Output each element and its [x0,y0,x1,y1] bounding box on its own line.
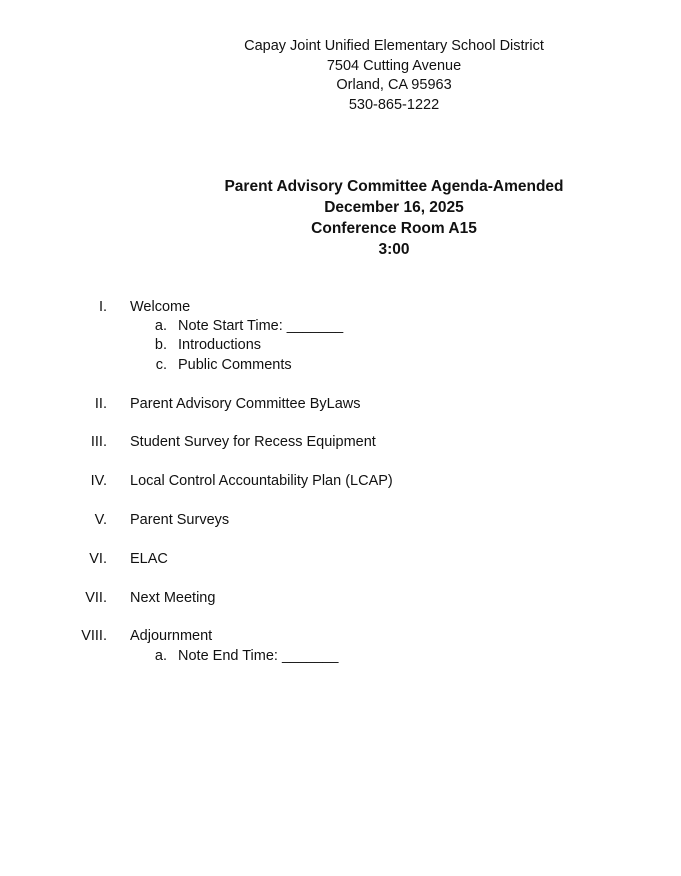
agenda-item-label: Next Meeting [130,590,216,606]
agenda-item-label: ELAC [130,551,168,567]
district-city: Orland, CA 95963 [336,77,452,93]
agenda-subitem-label: Note End Time: _______ [178,648,339,664]
agenda-item-lcap [0,471,681,491]
agenda-item-numeral: II. [94,396,107,412]
agenda-item-label: Parent Surveys [130,512,230,528]
agenda-subitem-letter: c. [155,357,167,373]
district-phone: 530-865-1222 [348,96,440,113]
agenda-item-label: Local Control Accountability Plan (LCAP) [130,473,393,489]
agenda-title: Parent Advisory Committee Agenda-Amended [224,178,564,195]
agenda-item-adjournment [0,626,681,646]
agenda-subitem-label: Note Start Time: _______ [178,318,344,334]
agenda-item-label: Adjournment [130,628,213,644]
agenda-item-bylaws [0,394,681,414]
agenda-subitem-label: Introductions [178,337,262,353]
agenda-item-numeral: IV. [90,473,107,489]
agenda-subitem-label: Public Comments [178,357,292,373]
agenda-item-numeral: VII. [85,590,107,606]
agenda-item-parent-surveys [0,510,681,530]
agenda-subitem-end-time [0,646,681,666]
agenda-subitem-letter: a. [154,318,167,334]
agenda-item-numeral: VI. [89,551,107,567]
agenda-item-label: Welcome [130,299,191,315]
agenda-subitem-start-time [0,316,681,336]
district-name: Capay Joint Unified Elementary School District [244,38,544,54]
agenda-subitem-letter: b. [154,337,167,353]
agenda-item-numeral: III. [90,434,107,450]
meeting-time: 3:00 [378,241,410,258]
agenda-item-numeral: I. [98,299,107,315]
agenda-item-elac [0,549,681,569]
agenda-subitem-introductions [0,335,681,355]
agenda-item-numeral: V. [94,512,107,528]
district-street: 7504 Cutting Avenue [326,57,462,74]
agenda-item-numeral: VIII. [81,628,107,644]
agenda-subitem-letter: a. [154,648,167,664]
agenda-item-next-meeting [0,588,681,608]
meeting-date: December 16, 2025 [324,199,464,216]
meeting-location: Conference Room A15 [311,220,477,237]
agenda-item-label: Parent Advisory Committee ByLaws [130,396,361,412]
agenda-subitem-public-comments [0,355,681,375]
agenda-item-student-survey [0,432,681,452]
agenda-item-welcome [0,297,681,317]
agenda-item-label: Student Survey for Recess Equipment [130,434,376,450]
